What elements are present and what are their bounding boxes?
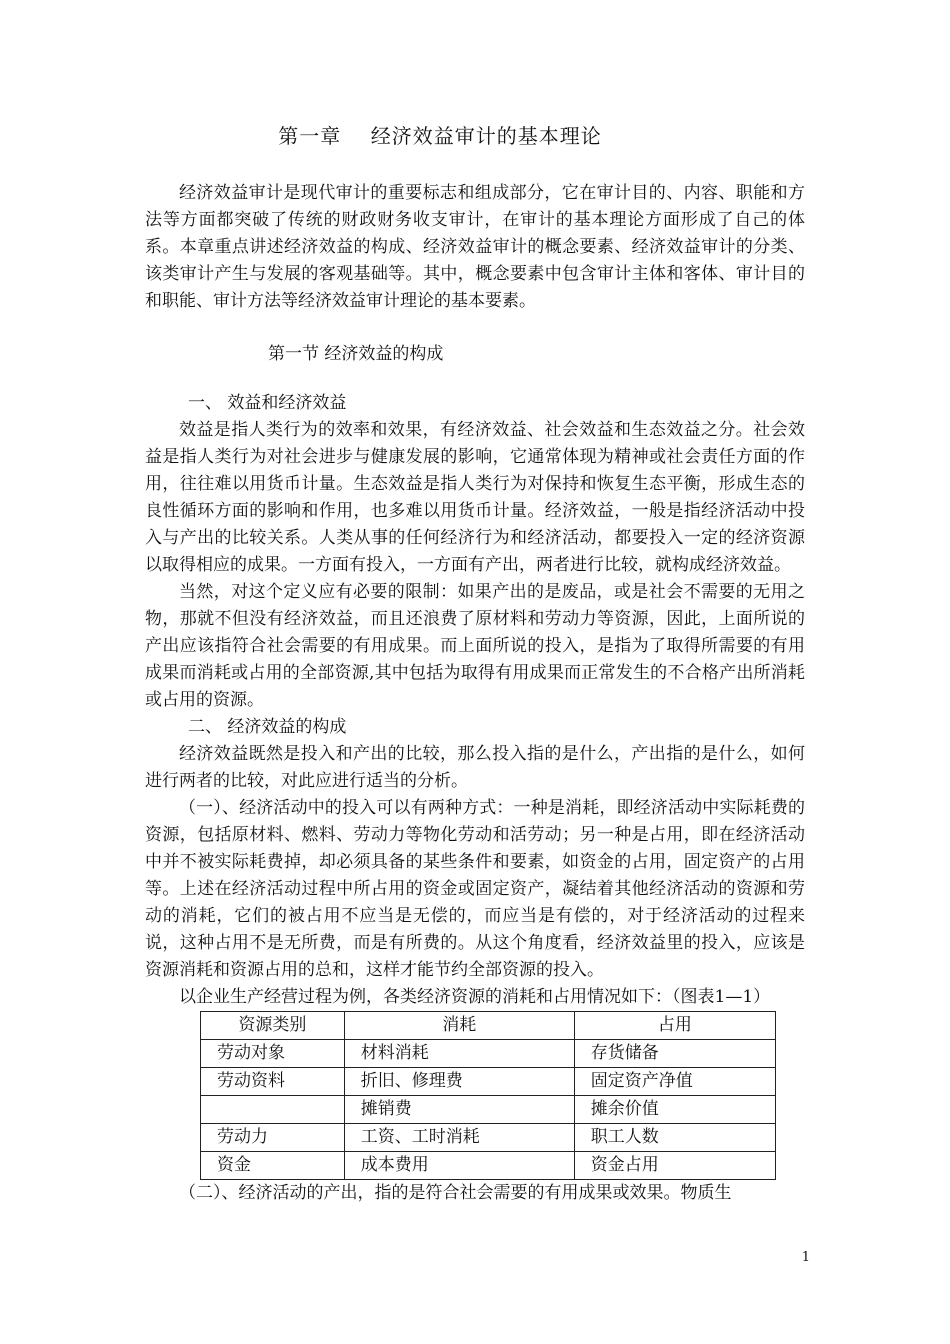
item1-paragraph-2: 当然，对这个定义应有必要的限制：如果产出的是废品，或是社会不需要的无用之物，那就不但没有经济效益，而且还浪费了原材料和劳动力等资源，因此，上面所说的产出应该指符合社会需要的有用成果。而上面所说的投入，是指为了取得所需要的有用成果而消耗或占用的全部资源,其中包括为取得有用成果而正常发生的不合格产出所消耗或占用的资源。: [145, 582, 805, 710]
table-row: [201, 1068, 776, 1096]
chapter-title: 第一章 经济效益审计的基本理论: [278, 124, 602, 148]
table-cell: 固定资产净值: [574, 1068, 775, 1096]
item1-paragraph-1: 效益是指人类行为的效率和效果，有经济效益、社会效益和生态效益之分。社会效益是指人类行为对社会进步与健康发展的影响，它通常体现为精神或社会责任方面的作用，往往难以用货币计量。生态效益是指人类行为对保持和恢复生态平衡，形成生态的良性循环方面的影响和作用，也多难以用货币计量。经济效益，一般是指经济活动中投入与产出的比较关系。人类从事的任何经济行为和经济活动，都要投入一定的经济资源以取得相应的成果。一方面有投入，一方面有产出，两者进行比较，就构成经济效益。: [145, 420, 805, 575]
item2-paragraph-1: 经济效益既然是投入和产出的比较，那么投入指的是什么，产出指的是什么，如何进行两者的比较，对此应进行适当的分析。: [145, 744, 805, 791]
item2-paragraph-4: （二）、经济活动的产出，指的是符合社会需要的有用成果或效果。物质生: [179, 1183, 732, 1203]
resource-table: [200, 1011, 776, 1180]
table-header-cell: 消耗: [344, 1012, 574, 1040]
table-header-row: [201, 1012, 776, 1040]
table-cell: 劳动资料: [201, 1068, 345, 1096]
page-number: 1: [801, 1250, 810, 1265]
item1-heading: 一、 效益和经济效益: [188, 393, 347, 413]
table-cell: 工资、工时消耗: [344, 1124, 574, 1152]
intro-paragraph: 经济效益审计是现代审计的重要标志和组成部分，它在审计目的、内容、职能和方法等方面都突破了传统的财政财务收支审计，在审计的基本理论方面形成了自己的体系。本章重点讲述经济效益的构成、经济效益审计的概念要素、经济效益审计的分类、该类审计产生与发展的客观基础等。其中，概念要素中包含审计主体和客体、审计目的和职能、审计方法等经济效益审计理论的基本要素。: [145, 183, 805, 311]
table-cell: 折旧、修理费: [344, 1068, 574, 1096]
item2-paragraph-2: （一）、经济活动中的投入可以有两种方式：一种是消耗，即经济活动中实际耗费的资源，包括原材料、燃料、劳动力等物化劳动和活劳动；另一种是占用，即在经济活动中并不被实际耗费掉，却必须具备的某些条件和要素，如资金的占用，固定资产的占用等。上述在经济活动过程中所占用的资金或固定资产，凝结着其他经济活动的资源和劳动的消耗，它们的被占用不应当是无偿的，而应当是有偿的，对于经济活动的过程来说，这种占用不是无所费，而是有所费的。从这个角度看，经济效益里的投入，应该是资源消耗和资源占用的总和，这样才能节约全部资源的投入。: [145, 798, 805, 980]
table-cell: 存货储备: [574, 1040, 775, 1068]
section-title: 第一节 经济效益的构成: [268, 344, 444, 364]
table-cell: 资金占用: [574, 1152, 775, 1180]
table-row: [201, 1096, 776, 1124]
item2-paragraph-3: 以企业生产经营过程为例，各类经济资源的消耗和占用情况如下：（图表1—1）: [179, 987, 771, 1007]
table-header-cell: 资源类别: [201, 1012, 345, 1040]
table-cell: 材料消耗: [344, 1040, 574, 1068]
table-cell: 摊销费: [344, 1096, 574, 1124]
table-cell: 成本费用: [344, 1152, 574, 1180]
table-cell: [201, 1096, 345, 1124]
table-row: [201, 1152, 776, 1180]
table-cell: 职工人数: [574, 1124, 775, 1152]
table-header-cell: 占用: [574, 1012, 775, 1040]
table-row: [201, 1040, 776, 1068]
table-cell: 资金: [201, 1152, 345, 1180]
table-cell: 劳动力: [201, 1124, 345, 1152]
item2-heading: 二、 经济效益的构成: [188, 717, 347, 737]
table-cell: 劳动对象: [201, 1040, 345, 1068]
document-body: [145, 180, 805, 1207]
table-row: [201, 1124, 776, 1152]
table-cell: 摊余价值: [574, 1096, 775, 1124]
